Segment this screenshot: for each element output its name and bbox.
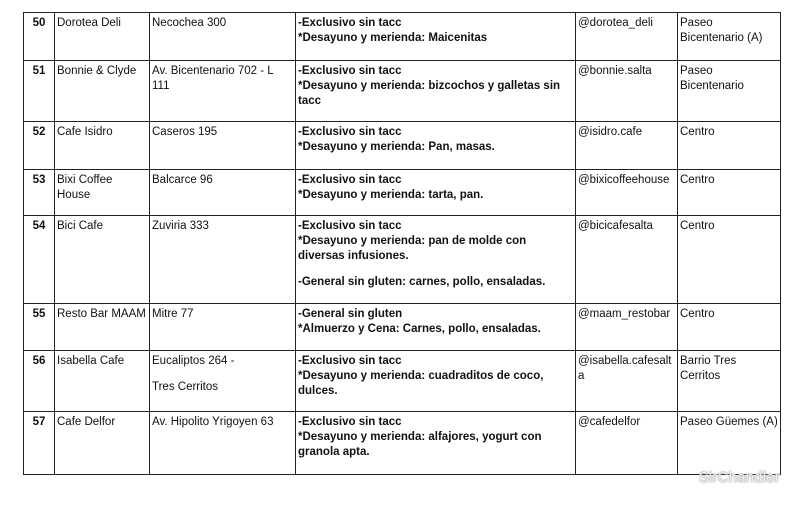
watermark: SirChandler <box>698 469 780 486</box>
description-line: -Exclusivo sin tacc <box>298 174 402 186</box>
instagram-handle: @cafedelfor <box>576 412 678 475</box>
row-number: 51 <box>24 61 55 122</box>
instagram-handle: @bicicafesalta <box>576 216 678 304</box>
instagram-handle: @dorotea_deli <box>576 13 678 61</box>
venue-address <box>150 170 296 216</box>
address-line: Necochea 300 <box>152 17 227 29</box>
description-line: *Desayuno y merienda: cuadraditos de coco, dulces. <box>298 370 544 397</box>
instagram-handle: @bonnie.salta <box>576 61 678 122</box>
description-line: -Exclusivo sin tacc <box>298 355 402 367</box>
venue-zone: Paseo Bicentenario <box>678 61 781 122</box>
venue-address <box>150 304 296 351</box>
address-line: Av. Hipolito Yrigoyen 63 <box>152 416 274 428</box>
venue-zone: Centro <box>678 304 781 351</box>
table-row <box>24 351 781 412</box>
venue-address <box>150 122 296 170</box>
description-line: *Desayuno y merienda: tarta, pan. <box>298 189 484 201</box>
row-number: 54 <box>24 216 55 304</box>
instagram-handle: @bixicoffeehouse <box>576 170 678 216</box>
venue-name: Bonnie & Clyde <box>55 61 150 122</box>
description-line: -Exclusivo sin tacc <box>298 65 402 77</box>
description-line: *Desayuno y merienda: Maicenitas <box>298 32 488 44</box>
venue-name: Resto Bar MAAM <box>55 304 150 351</box>
venue-zone: Paseo Güemes (A) <box>678 412 781 475</box>
instagram-handle: @isidro.cafe <box>576 122 678 170</box>
venue-address <box>150 351 296 412</box>
venue-name: Dorotea Deli <box>55 13 150 61</box>
row-number: 56 <box>24 351 55 412</box>
venue-description <box>296 13 576 61</box>
table-row <box>24 13 781 61</box>
address-line: Eucaliptos 264 - <box>152 355 235 367</box>
description-line: *Almuerzo y Cena: Carnes, pollo, ensaladas. <box>298 323 541 335</box>
table-row <box>24 122 781 170</box>
venue-address <box>150 61 296 122</box>
table-row <box>24 61 781 122</box>
table-row <box>24 304 781 351</box>
venue-name: Bixi Coffee House <box>55 170 150 216</box>
row-number: 50 <box>24 13 55 61</box>
venue-name: Bici Cafe <box>55 216 150 304</box>
venue-description <box>296 304 576 351</box>
venue-description <box>296 216 576 304</box>
venue-description <box>296 351 576 412</box>
table-row <box>24 412 781 475</box>
description-line: -Exclusivo sin tacc <box>298 220 402 232</box>
venue-description <box>296 412 576 475</box>
venues-table <box>23 12 781 475</box>
description-line: -General sin gluten: carnes, pollo, ensaladas. <box>298 276 546 288</box>
description-line: *Desayuno y merienda: bizcochos y galletas sin tacc <box>298 80 561 107</box>
row-number: 52 <box>24 122 55 170</box>
instagram-handle: @maam_restobar <box>576 304 678 351</box>
venue-zone: Barrio Tres Cerritos <box>678 351 781 412</box>
address-line: Mitre 77 <box>152 308 194 320</box>
row-number: 55 <box>24 304 55 351</box>
venue-address <box>150 216 296 304</box>
row-number: 57 <box>24 412 55 475</box>
venue-zone: Centro <box>678 170 781 216</box>
venue-name: Cafe Isidro <box>55 122 150 170</box>
address-line: Balcarce 96 <box>152 174 213 186</box>
description-line: -Exclusivo sin tacc <box>298 416 402 428</box>
description-line: -Exclusivo sin tacc <box>298 126 402 138</box>
description-line: *Desayuno y merienda: alfajores, yogurt con granola apta. <box>298 431 542 458</box>
venue-name: Cafe Delfor <box>55 412 150 475</box>
instagram-handle: @isabella.cafesalta <box>576 351 678 412</box>
address-line: Tres Cerritos <box>152 381 219 393</box>
venue-description <box>296 61 576 122</box>
venue-description <box>296 170 576 216</box>
venue-address <box>150 13 296 61</box>
venue-zone: Paseo Bicentenario (A) <box>678 13 781 61</box>
address-line: Av. Bicentenario 702 - L 111 <box>152 65 274 92</box>
description-line: *Desayuno y merienda: Pan, masas. <box>298 141 495 153</box>
row-number: 53 <box>24 170 55 216</box>
table-row <box>24 216 781 304</box>
venue-description <box>296 122 576 170</box>
venue-zone: Centro <box>678 122 781 170</box>
address-line: Caseros 195 <box>152 126 218 138</box>
description-line: *Desayuno y merienda: pan de molde con diversas infusiones. <box>298 235 527 262</box>
description-line: -Exclusivo sin tacc <box>298 17 402 29</box>
venue-name: Isabella Cafe <box>55 351 150 412</box>
venue-address <box>150 412 296 475</box>
description-line: -General sin gluten <box>298 308 403 320</box>
address-line: Zuviria 333 <box>152 220 209 232</box>
venue-zone: Centro <box>678 216 781 304</box>
table-row <box>24 170 781 216</box>
